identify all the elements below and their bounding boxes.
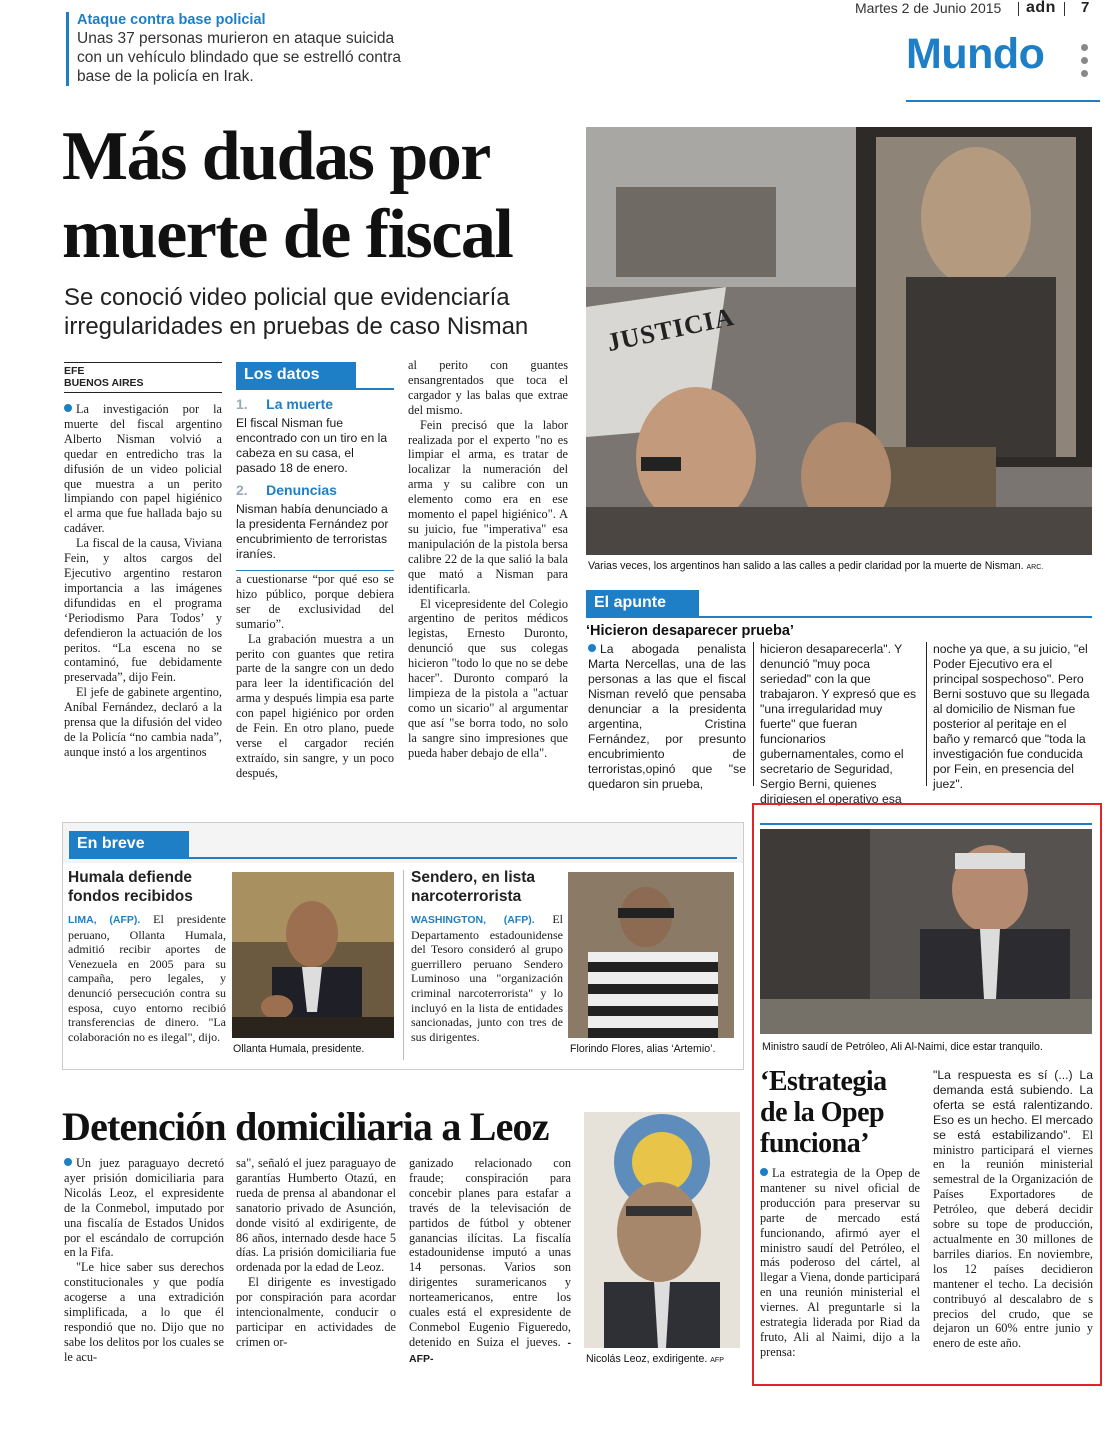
main-col3-para-2: Fein precisó que la labor realizada por el experto "no es limpiar el arma, es tratar de localizar la numeración del arma y su calibre con un elemento como era en ese momento el papel higiénico". A su juicio, fue "imperativa" esa manipulación de la pistola bersa calibre 22 de la que salió la bala que mató a Nisman para identificarla. [408, 417, 568, 596]
section-title: Mundo [906, 30, 1045, 78]
teaser-title: Ataque contra base policial [77, 12, 266, 28]
leoz-headline: Detención domiciliaria a Leoz [62, 1104, 549, 1149]
datos-num-2: 2. [236, 482, 248, 498]
datos-text-1: El fiscal Nisman fue encontrado con un tiro en la cabeza en su casa, el pasado 18 de enero. [236, 416, 388, 475]
main-col2-para-1: a cuestionarse “por qué eso se hizo público, porque debiera ser de exclusividad del sumario”. [236, 572, 394, 631]
humala-title: Humala defiende fondos recibidos [68, 869, 193, 905]
artemio-caption: Florindo Flores, alias ‘Artemio’. [570, 1043, 716, 1055]
leoz-photo [584, 1112, 740, 1348]
artemio-photo [568, 872, 734, 1038]
datos-box [236, 362, 394, 571]
breve-divider [403, 870, 404, 1060]
main-col1-para-1: La investigación por la muerte del fiscal argentino Alberto Nisman volvió a quedar en entredicho tras la difusión de un video policial que muestra a un perito limpiando con papel higiénico el arma que fue hallada bajo su cadáver. [64, 402, 222, 536]
leoz-col-3 [409, 1156, 571, 1367]
leoz-col1-para-1: Un juez paraguayo decretó ayer prisión domiciliaria para Nicolás Leoz, el expresidente de la Conmebol, imputado por una fiscalía de Estados Unidos por el escándalo de corrupción en la Fifa. [64, 1156, 224, 1260]
leoz-col2-para-2: El dirigente es investigado por conspiración para acordar intencionalmente, conducir o participar en actividades de crimen or- [236, 1275, 396, 1349]
brand-logo: adn [1026, 0, 1056, 16]
main-col3-para-1: al perito con guantes ensangrentados que toca el cargador y las balas que extrae del mismo. [408, 358, 568, 417]
datos-title: Los datos [236, 362, 356, 388]
main-col2-para-2: La grabación muestra a un perito con guantes que retira parte de la sangre con un dedo para leer la identificación del arma y después limpia esa parte con papel higiénico por orden de Fein. En otro plano, puede verse el cargador recién extraído, sin sangre, y un poco después, [236, 631, 394, 780]
sendero-text [411, 912, 563, 1044]
header-divider [1018, 2, 1019, 16]
byline-city: BUENOS AIRES [64, 377, 144, 389]
naimi-photo [760, 829, 1092, 1034]
main-subhead [64, 283, 528, 341]
bullet-icon [64, 404, 72, 412]
main-col-3 [408, 358, 568, 760]
main-headline-line-1: Más dudas por [62, 118, 490, 195]
opep-headline-line-1: ‘Estrategia [760, 1066, 887, 1097]
opep-headline-line-2: de la Opep [760, 1097, 885, 1128]
bullet-icon [64, 1158, 72, 1166]
humala-photo [232, 872, 394, 1038]
apunte-col-3: noche ya que, a su juicio, "el Poder Ejecutivo era el principal sospechoso". Pero Berni sostuvo que su llegada al domicilio de Nisman fue posterior al peritaje en el baño y remarcó que "toda la investigación fue conducida por Fein, en presencia del juez". [933, 642, 1090, 791]
apunte-title: ‘Hicieron desaparecer prueba’ [586, 623, 794, 639]
datos-num-1: 1. [236, 396, 248, 412]
naimi-photo-illustration [760, 829, 1092, 1034]
opep-col2-text: El ministro participará el viernes en la reunión ministerial semestral de la Organización de Países Exportadores de Petróleo, que deberá decidir sobre su tope de producción, actualmente en 30 millones de barriles diarios. En noviembre, los 12 países decidieron mantener el techo. La decisión contribuyó al descalabro de s precios del crudo, que se dejaron un 60% entre junio y enero de este año. [933, 1127, 1093, 1351]
protest-sign-text: JUSTICIA [604, 301, 737, 358]
protest-caption-text: Varias veces, los argentinos han salido a las calles a pedir claridad por la muerte de Nisman. [588, 560, 1024, 572]
main-headline-line-2: muerte de fiscal [62, 196, 513, 273]
breve-rule [69, 857, 737, 859]
apunte-box [586, 590, 1092, 639]
apunte-col-1: La abogada penalista Marta Nercellas, una de las personas a las que el fiscal Nisman reveló que pensaba denunciar a la presidenta argentina, Cristina Fernández, por presunto encubrimiento de terroristas,opinó que "se quedaron sin prueba, [588, 642, 746, 791]
leoz-photo-illustration [584, 1112, 740, 1348]
datos-item-title-2: Denuncias [266, 482, 337, 498]
teaser-text: Unas 37 personas murieron en ataque suicida con un vehículo blindado que se estrelló contra base de la policía en Irak. [77, 30, 401, 85]
apunte-col-2: hicieron desaparecerla". Y denunció "muy poca seriedad" con la que trabajaron. Y expresó que es "una irregularidad muy fuerte" que fueran funcionarios gubernamentales, como el secretario de Seguridad, Sergio Berni, quienes dirigiesen el operativo esa [760, 642, 917, 806]
humala-body: El presidente peruano, Ollanta Humala, admitió recibir aportes de Venezuela en 2005 para su campaña, pero legales, y denunció persecución contra su esposa, cuyo entorno recibió transferencias de dinero. "La colaboración no es ilegal", dijo. [68, 912, 227, 1044]
sendero-title: Sendero, en lista narcoterrorista [411, 869, 536, 905]
leoz-caption-text: Nicolás Leoz, exdirigente. [586, 1353, 708, 1365]
header-divider-2 [1064, 2, 1065, 16]
sendero-dateline: WASHINGTON, (AFP). [411, 914, 535, 926]
leoz-col-1 [64, 1156, 224, 1365]
section-dots-icon [1081, 44, 1089, 77]
humala-dateline: LIMA, (AFP). [68, 914, 141, 926]
protest-photo-caption [588, 560, 1043, 572]
bullet-icon [760, 1168, 768, 1176]
main-headline [62, 118, 512, 274]
opep-quote: "La respuesta es sí (...) La demanda está subiendo. La oferta se está ralentizando. Eso es un hecho. El mercado se está estabilizando". [933, 1068, 1093, 1142]
byline [64, 365, 144, 389]
breve-label: En breve [69, 831, 189, 857]
opep-col-1: La estrategia de la Opep de mantener su nivel oficial de producción para preservar su parte de mercado está funcionando, afirmó ayer el ministro saudí del Petróleo, el más poderoso del cártel, al llegar a Viena, donde participará en una reunión ministerial el viernes. Al preguntarle si la estrategia liderada por Riad da fruto, Ali al Naimi, dijo a la prensa: [760, 1166, 920, 1359]
opep-headline-line-3: funciona’ [760, 1128, 870, 1159]
opep-top-rule [760, 823, 1092, 825]
datos-item-title-1: La muerte [266, 396, 334, 412]
leoz-col3-end: -AFP- [409, 1336, 571, 1365]
page-number: 7 [1081, 0, 1090, 16]
naimi-caption: Ministro saudí de Petróleo, Ali Al-Naimi, dice estar tranquilo. [762, 1041, 1043, 1053]
sendero-body: El Departamento estadounidense del Tesoro consideró al grupo guerrillero peruano Sendero Luminoso una "organización criminal narcoterrorista" y lo incluyó en la lista de entidades sancionadas, junto con tres de sus dirigentes. [411, 912, 563, 1044]
humala-caption: Ollanta Humala, presidente. [233, 1043, 365, 1055]
leoz-col-2 [236, 1156, 396, 1350]
section-rule [906, 100, 1100, 102]
datos-item-2 [236, 482, 394, 500]
main-col-2 [236, 572, 394, 781]
teaser [66, 12, 457, 86]
leoz-caption [586, 1353, 724, 1365]
artemio-photo-illustration [568, 872, 734, 1038]
leoz-caption-credit: AFP [710, 1357, 724, 1364]
byline-rule-bottom [64, 392, 222, 393]
main-subhead-line-1: Se conoció video policial que evidenciaría [64, 284, 510, 311]
main-col3-para-3: El vicepresidente del Colegio argentino de peritos médicos legistas, Ernesto Duronto, denunció que sus colegas hicieron "todo lo que no se debe hacer". Duronto comparó la limpieza de la pistola a "actuar como un sicario" al argumentar que así "se borra todo, no solo la sangre sino impresiones que pueda haber debajo de ella". [408, 596, 568, 760]
protest-photo [586, 127, 1092, 555]
leoz-col1-para-2: "Le hice saber sus derechos constitucionales y que podía acogerse a una extradición simplificada, a lo que él respondió que no. Dijo que no sabe los delitos por los cuales se le acu- [64, 1260, 224, 1364]
page-date: Martes 2 de Junio 2015 [855, 0, 1002, 16]
datos-item-1 [236, 396, 394, 414]
leoz-col3-text: ganizado relacionado con fraude; conspiración para concebir planes para estafar a través de la televisación de partidos de fútbol y obtener ganancias ilícitas. La fiscalía estadounidense imputó a unas 14 personas. Varios son dirigentes suramericanos y norteamericanos, entre los cuales está el expresidente de Conmebol Eugenio Figueredo, detenido en Suiza el jueves. [409, 1156, 571, 1349]
byline-agency: EFE [64, 365, 85, 377]
byline-rule [64, 362, 222, 363]
opep-col-2 [933, 1068, 1093, 1351]
main-subhead-line-2: irregularidades en pruebas de caso Nisman [64, 313, 529, 340]
protest-caption-credit: ARC. [1026, 564, 1044, 571]
main-col1-para-2: La fiscal de la causa, Viviana Fein, y altos cargos del Ejecutivo argentino restaron importancia a las imágenes difundidas en el programa ‘Periodismo Para Todos’ y defendieron la actuación de los peritos. “La escena no se contaminó, fue debidamente preservada”, dijo Fein. [64, 536, 222, 685]
apunte-label: El apunte [586, 590, 699, 616]
opep-headline [760, 1066, 887, 1159]
main-col1-para-3: El jefe de gabinete argentino, Aníbal Fernández, declaró a la prensa que la difusión del video de la Policía “no cambia nada”, aunque instó a los argentinos [64, 685, 222, 759]
bullet-icon [588, 644, 596, 652]
humala-text [68, 912, 226, 1044]
leoz-col2-para-1: sa", señaló el juez paraguayo de garantías Humberto Otazú, en rueda de prensa al abandonar el sanatorio privado de Asunción, donde visitó al exdirigente, de 86 años, internado desde hace 5 días. La prisión domiciliaria fue ordenada por la edad de Leoz. [236, 1156, 396, 1275]
apunte-divider-1 [753, 642, 754, 786]
main-col-1 [64, 402, 222, 760]
humala-photo-illustration [232, 872, 394, 1038]
datos-text-2: Nisman había denunciado a la presidenta Fernández por encubrimiento de terroristas iraníes. [236, 502, 389, 561]
apunte-divider-2 [926, 642, 927, 786]
